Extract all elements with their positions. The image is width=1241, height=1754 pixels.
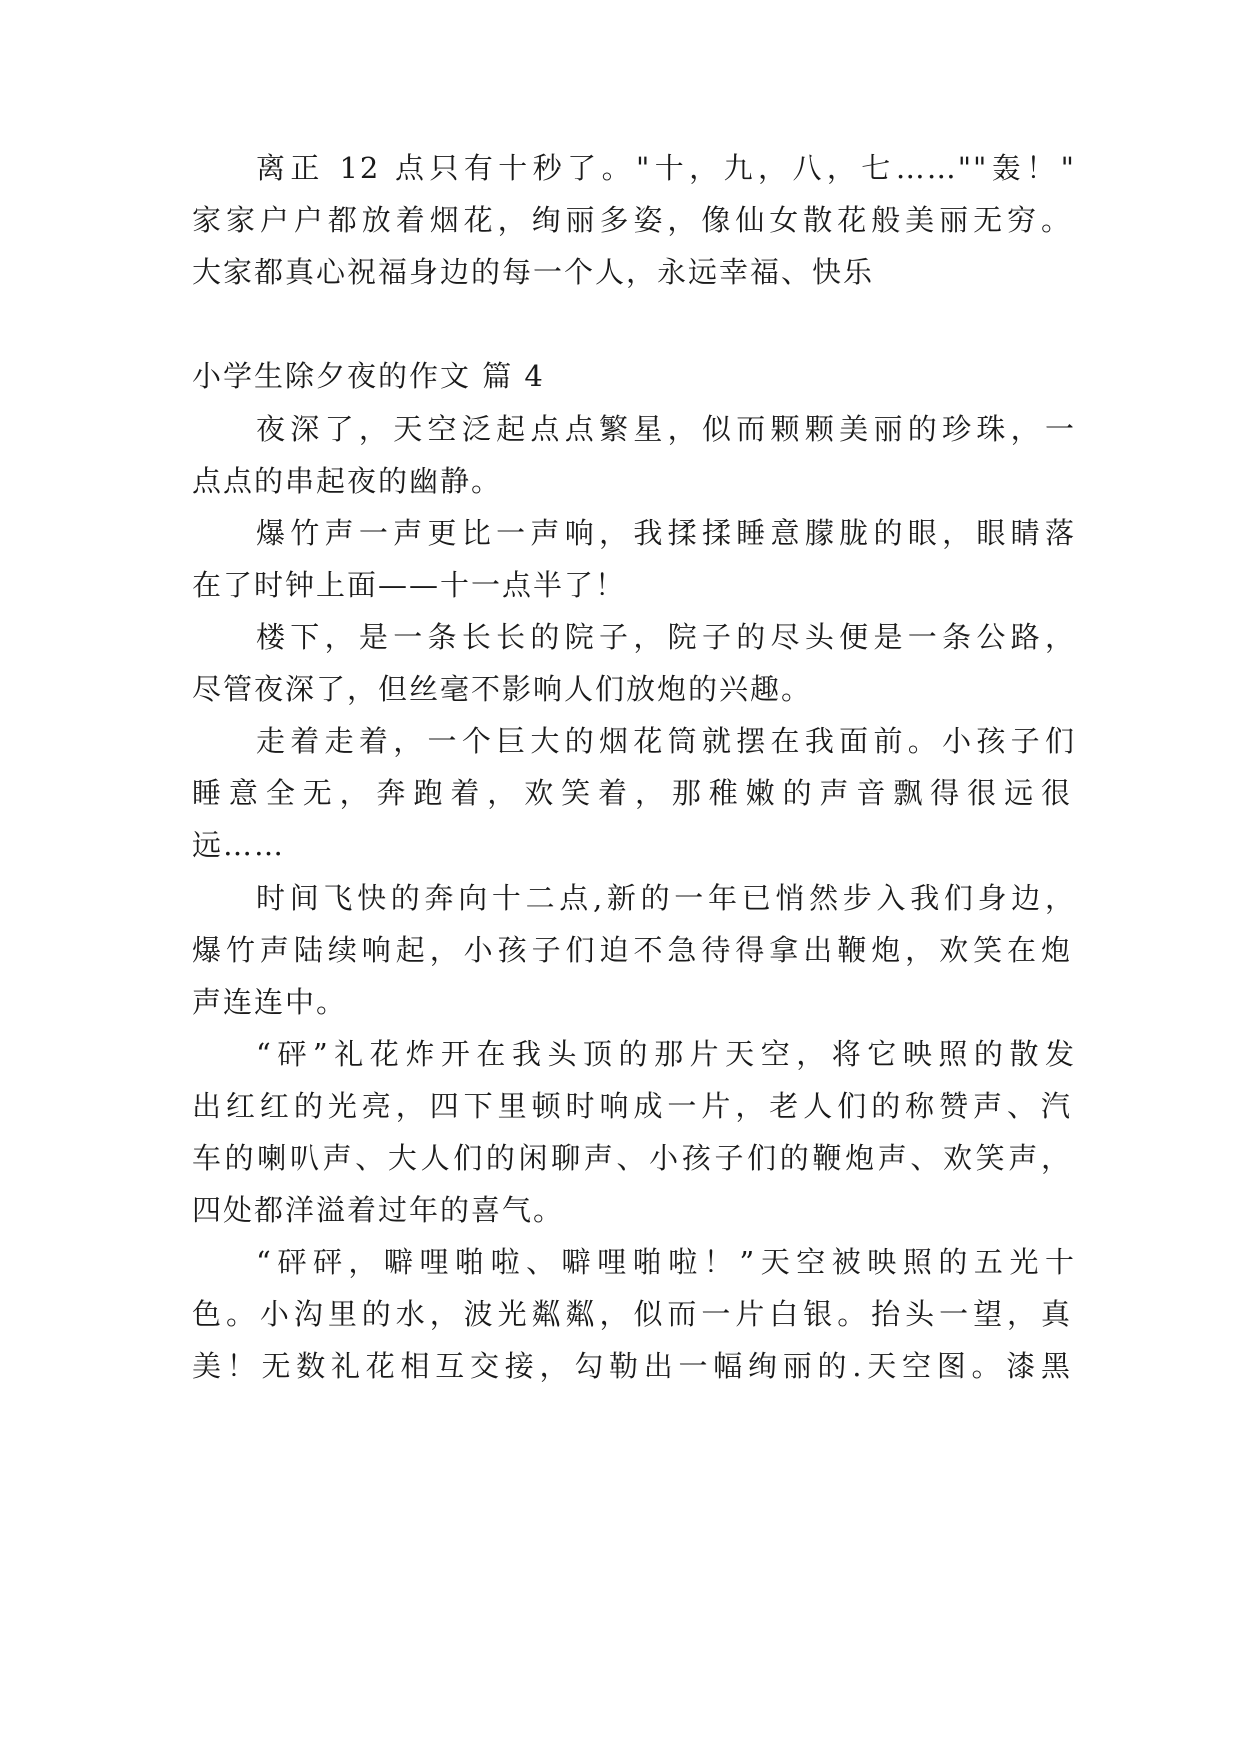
paragraph-line: 睡意全无，奔跑着，欢笑着，那稚嫩的声音飘得很远很	[192, 776, 1072, 810]
paragraph-line: 声连连中。	[192, 985, 348, 1019]
section-heading: 小学生除夕夜的作文 篇 4	[192, 359, 545, 393]
paragraph-line: “砰”礼花炸开在我头顶的那片天空，将它映照的散发	[256, 1037, 1076, 1071]
paragraph-line: 走着走着，一个巨大的烟花筒就摆在我面前。小孩子们	[256, 724, 1076, 758]
paragraph-line: 在了时钟上面——十一点半了！	[192, 568, 627, 602]
paragraph-line: 远……	[192, 828, 286, 862]
paragraph-line: 离正 12 点只有十秒了。"十，九，八，七……""轰！"	[256, 151, 1076, 185]
paragraph-line: 家家户户都放着烟花，绚丽多姿，像仙女散花般美丽无穷。	[192, 203, 1072, 237]
paragraph-line: 出红红的光亮，四下里顿时响成一片，老人们的称赞声、汽	[192, 1089, 1072, 1123]
paragraph-line: 爆竹声一声更比一声响，我揉揉睡意朦胧的眼，眼睛落	[256, 516, 1076, 550]
paragraph-line: 点点的串起夜的幽静。	[192, 464, 503, 498]
paragraph-line: 大家都真心祝福身边的每一个人，永远幸福、快乐	[192, 255, 875, 289]
paragraph-line: 色。小沟里的水，波光粼粼，似而一片白银。抬头一望，真	[192, 1297, 1072, 1331]
paragraph-line: 楼下，是一条长长的院子，院子的尽头便是一条公路，	[256, 620, 1076, 654]
paragraph-line: 四处都洋溢着过年的喜气。	[192, 1193, 565, 1227]
paragraph-line: 车的喇叭声、大人们的闲聊声、小孩子们的鞭炮声、欢笑声，	[192, 1141, 1072, 1175]
paragraph-line: 美！无数礼花相互交接，勾勒出一幅绚丽的.天空图。漆黑	[192, 1349, 1072, 1383]
paragraph-line: “砰砰，噼哩啪啦、噼哩啪啦！”天空被映照的五光十	[256, 1245, 1076, 1279]
paragraph-line: 夜深了，天空泛起点点繁星，似而颗颗美丽的珍珠，一	[256, 412, 1076, 446]
paragraph-line: 尽管夜深了，但丝毫不影响人们放炮的兴趣。	[192, 672, 813, 706]
paragraph-line: 爆竹声陆续响起，小孩子们迫不急待得拿出鞭炮，欢笑在炮	[192, 933, 1072, 967]
paragraph-line: 时间飞快的奔向十二点,新的一年已悄然步入我们身边，	[256, 881, 1076, 915]
